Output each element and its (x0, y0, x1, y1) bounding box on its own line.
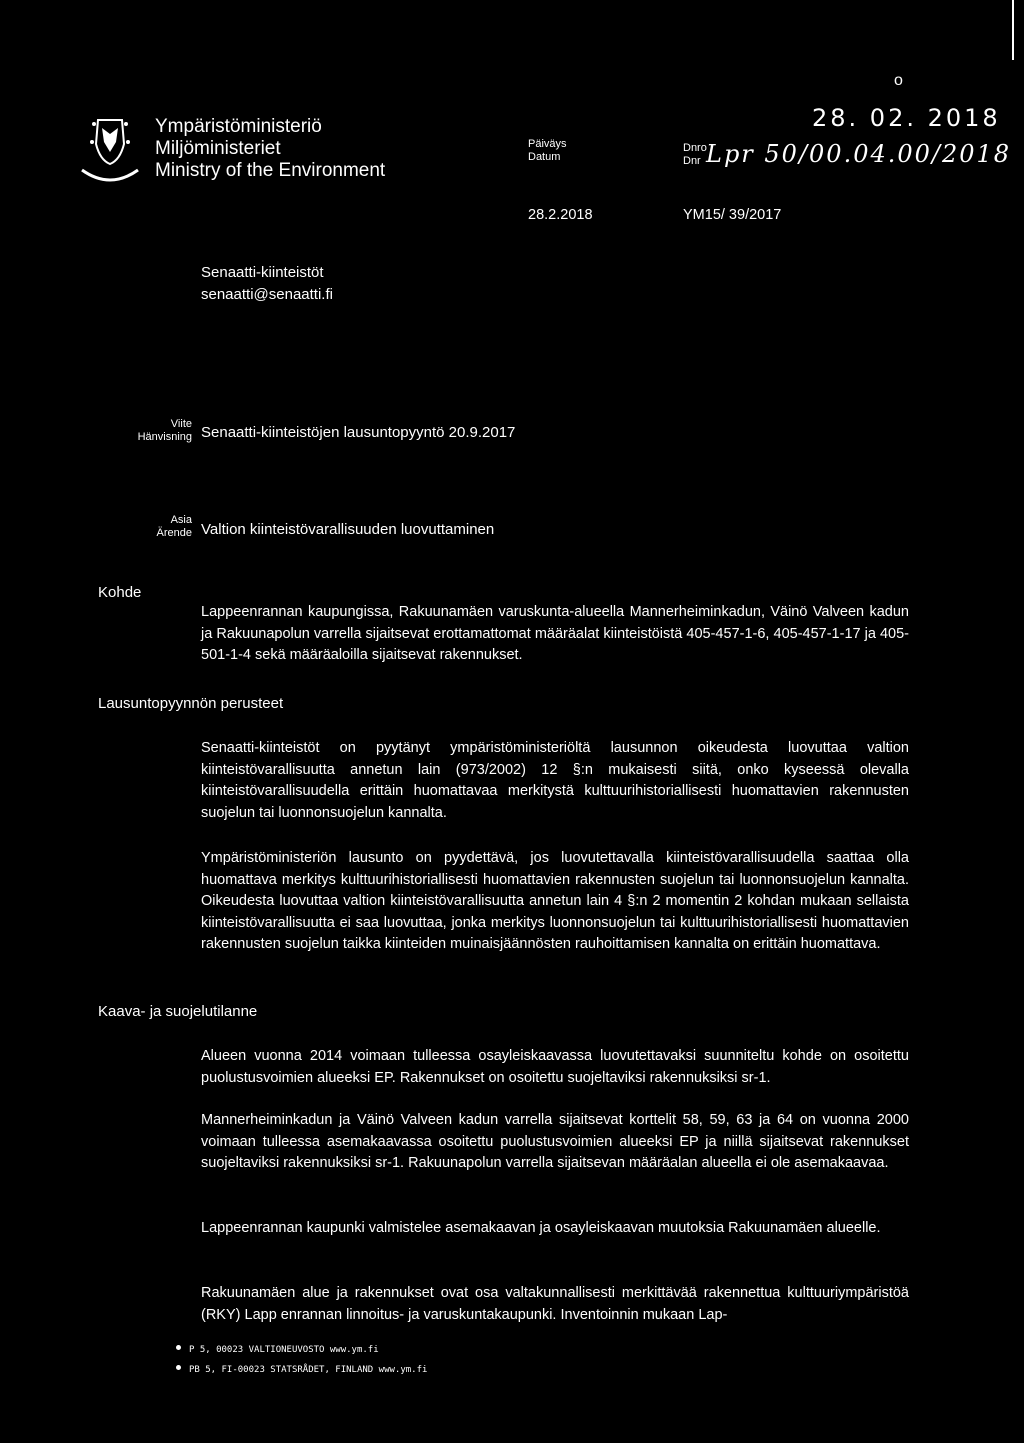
subject-label-fi: Asia (170, 514, 192, 526)
ministry-name-en: Ministry of the Environment (155, 160, 386, 181)
section-kaava-paragraph-2: Mannerheiminkadun ja Väinö Valveen kadun varrella sijaitsevat korttelit 58, 59, 63 ja 64 on vuonna 2000 voimaan tulleessa asemakaavassa osoitettu puolustusvoimien alueeksi EP ja niillä sijaitsevat rakennukset suojeltaviksi rakennuksiksi sr-1. Rakuunapolun varrella sijaitsevan määräalan alueella ei ole asemakaavaa. (201, 1112, 909, 1171)
section-perusteet-paragraph-2: Ympäristöministeriön lausunto on pyydettävä, jos luovutettavalla kiinteistövarallisuudella saattaa olla huomattava merkitys kulttuurihistoriallisesti huomattavien rakennusten suojelun tai luonnonsuojelun kannalta. Oikeudesta luovuttaa valtion kiinteistövarallisuutta annetun lain 4 §:n 2 momentin 2 kohdan mukaan sellaista kiinteistövarallisuutta ei saa luovuttaa, jonka merkitys luonnonsuojelun tai kulttuurihistoriallisesti huomattavien rakennusten suojelun taikka kiinteiden muinaisjäännösten rauhoittamisen kannalta on erittäin huomattava. (201, 850, 909, 952)
dnro-label-sv: Dnr (683, 155, 701, 167)
ministry-name (155, 116, 385, 182)
footer-address-fi: P 5, 00023 VALTIONEUVOSTO www.ym.fi (189, 1345, 379, 1355)
recipient-email: senaatti@senaatti.fi (201, 286, 333, 303)
date-label-fi: Päiväys (528, 138, 567, 150)
section-heading-kaava: Kaava- ja suojelutilanne (98, 1003, 258, 1020)
dnro-label-fi: Dnro (683, 142, 707, 154)
footer-line-1 (176, 1339, 379, 1357)
scan-edge-line (1012, 0, 1014, 60)
section-heading-kohde: Kohde (98, 584, 142, 601)
ministry-name-fi: Ympäristöministeriö (155, 116, 322, 137)
coat-of-arms-logo (80, 112, 140, 192)
handwritten-dnro: Lpr 50/00.04.00/2018 (706, 140, 1012, 168)
document-date: 28.2.2018 (528, 207, 593, 223)
recipient-name: Senaatti-kiinteistöt (201, 264, 324, 281)
bullet-icon (176, 1345, 181, 1350)
section-perusteet-paragraph-1: Senaatti-kiinteistöt on pyytänyt ympäristöministeriöltä lausunnon oikeudesta luovuttaa valtion kiinteistövarallisuutta annetun lain (973/2002) 12 §:n mukaisesti siitä, onko kyseessä olevalla kiinteistövarallisuudella erittäin huomattavaa merkitystä kulttuurihistoriallisesti huomattavien rakennusten suojelun tai luonnonsuojelun kannalta. (201, 740, 909, 821)
section-kaava-paragraph-1: Alueen vuonna 2014 voimaan tulleessa osayleiskaavassa luovutettavaksi suunniteltu kohde on osoitettu puolustusvoimien alueeksi EP. Rakennukset on osoitettu suojeltaviksi rakennuksiksi sr-1. (201, 1048, 909, 1086)
section-heading-perusteet: Lausuntopyynnön perusteet (98, 695, 284, 712)
reference-label-sv: Hänvisning (137, 431, 192, 443)
footer-line-2 (176, 1359, 427, 1377)
bullet-icon (176, 1365, 181, 1370)
subject-label-sv: Ärende (156, 527, 192, 539)
reference-text: Senaatti-kiinteistöjen lausuntopyyntö 20.9.2017 (201, 424, 516, 441)
subject-text: Valtion kiinteistövarallisuuden luovuttaminen (201, 521, 495, 538)
ministry-name-sv: Miljöministeriet (155, 138, 281, 159)
section-kaava-paragraph-3: Lappeenrannan kaupunki valmistelee asemakaavan ja osayleiskaavan muutoksia Rakuunamäen alueelle. (201, 1220, 881, 1236)
section-kohde-paragraph: Lappeenrannan kaupungissa, Rakuunamäen varuskunta-alueella Mannerheiminkadun, Väinö Valveen kadun ja Rakuunapolun varrella sijaitsevat erottamattomat määräalat kiinteistöistä 405-457-1-6, 405-457-1-17 ja 405-501-1-4 sekä määräaloilla sijaitsevat rakennukset. (201, 604, 909, 663)
date-label (528, 138, 567, 164)
received-stamp-date: 28. 02. 2018 (812, 104, 1001, 132)
subject-label (110, 514, 192, 540)
dnro-label (683, 142, 707, 168)
footer-address-sv: PB 5, FI-00023 STATSRÅDET, FINLAND www.ym.fi (189, 1365, 428, 1375)
reference-label (110, 418, 192, 444)
section-kaava-paragraph-4: Rakuunamäen alue ja rakennukset ovat osa valtakunnallisesti merkittävää rakennettua kulttuuriympäristöä (RKY) Lapp enrannan linnoitus- ja varuskuntakaupunki. Inventoinnin mukaan Lap- (201, 1285, 909, 1323)
stray-mark: o (894, 72, 903, 89)
reference-label-fi: Viite (170, 418, 192, 430)
date-label-sv: Datum (528, 151, 561, 163)
document-ref: YM15/ 39/2017 (683, 207, 782, 223)
